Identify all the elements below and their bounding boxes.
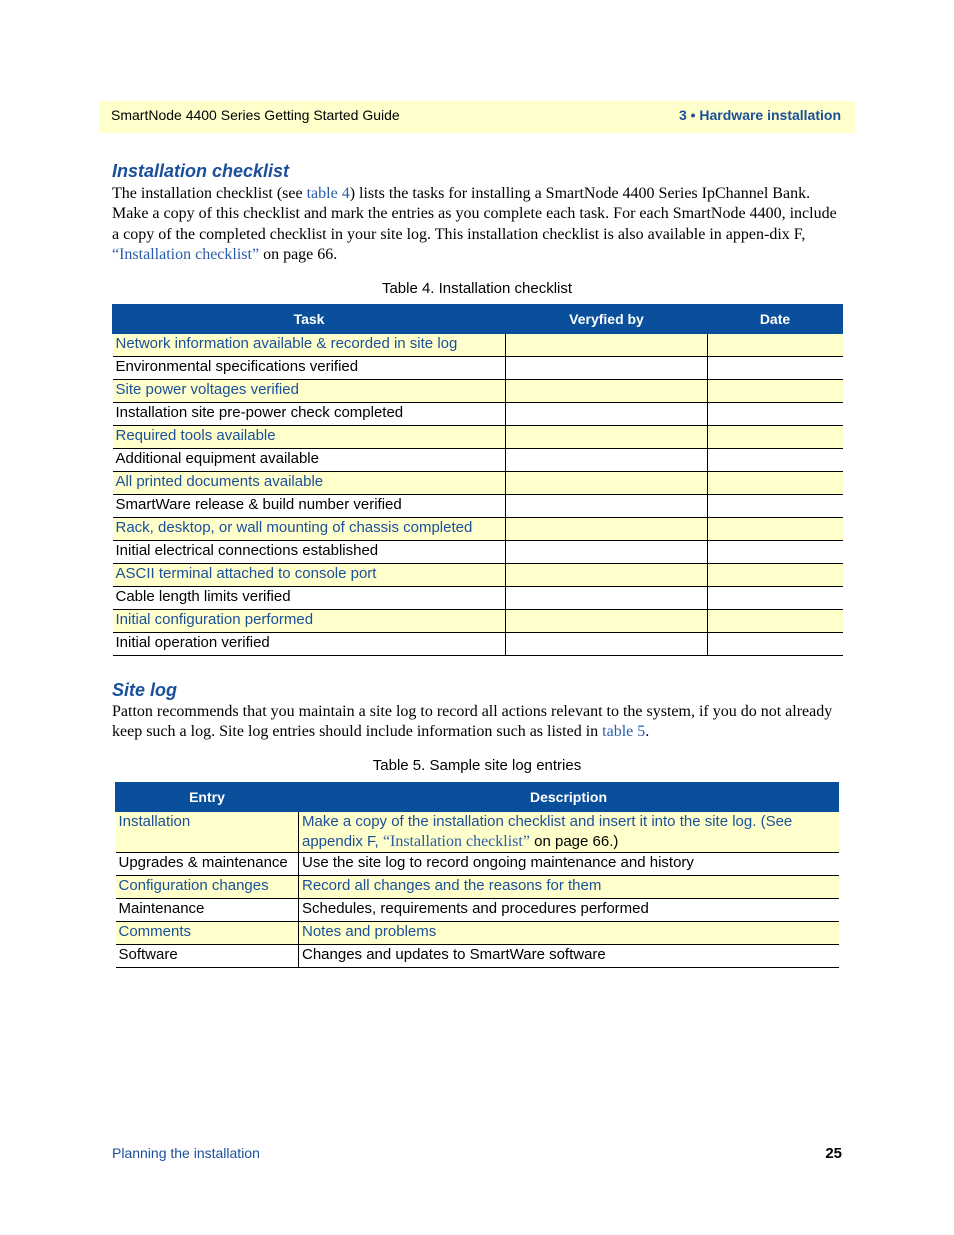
site-log-paragraph — [112, 702, 847, 743]
date-cell[interactable] — [708, 357, 843, 380]
description-cell — [299, 899, 839, 922]
table-row — [116, 945, 839, 968]
entry-cell: Installation — [116, 812, 299, 853]
description-cell — [299, 876, 839, 899]
verified-by-cell[interactable] — [506, 449, 708, 472]
date-cell[interactable] — [708, 495, 843, 518]
table-row — [113, 357, 843, 380]
date-cell[interactable] — [708, 449, 843, 472]
entry-cell: Upgrades & maintenance — [116, 853, 299, 876]
table-4-caption: Table 4. Installation checklist — [381, 280, 573, 297]
description-text: on page 66.) — [529, 833, 619, 850]
description-cell — [299, 853, 839, 876]
table-row — [113, 495, 843, 518]
verified-by-cell[interactable] — [506, 495, 708, 518]
date-cell[interactable] — [708, 610, 843, 633]
task-cell: Required tools available — [113, 426, 506, 449]
task-cell: Network information available & recorded in site log — [113, 334, 506, 357]
table-4-link[interactable]: table 4 — [306, 185, 350, 202]
table-row — [116, 853, 839, 876]
entry-cell: Comments — [116, 922, 299, 945]
date-cell[interactable] — [708, 380, 843, 403]
page-number: 25 — [825, 1145, 842, 1162]
chapter-title: 3 • Hardware installation — [678, 107, 841, 123]
text-run: . — [645, 723, 650, 741]
checklist-paragraph — [112, 184, 847, 265]
installation-checklist-link[interactable]: “Installation checklist” — [382, 833, 530, 850]
text-run: on page 66. — [259, 245, 338, 263]
running-header — [99, 101, 855, 133]
task-cell: Initial electrical connections established — [113, 541, 506, 564]
date-cell[interactable] — [708, 426, 843, 449]
date-cell[interactable] — [708, 587, 843, 610]
task-cell: Environmental specifications verified — [113, 357, 506, 380]
date-cell[interactable] — [708, 564, 843, 587]
table-row — [116, 899, 839, 922]
date-cell[interactable] — [708, 633, 843, 656]
description-text: Use the site log to record ongoing maintenance and history — [302, 854, 694, 871]
verified-by-cell[interactable] — [506, 403, 708, 426]
date-cell[interactable] — [708, 472, 843, 495]
table-5-link[interactable]: table 5 — [602, 723, 646, 741]
installation-checklist-heading: Installation checklist — [112, 161, 290, 181]
task-cell: Initial operation verified — [113, 633, 506, 656]
date-cell[interactable] — [708, 518, 843, 541]
installation-checklist-table — [112, 304, 843, 656]
task-cell: ASCII terminal attached to console port — [113, 564, 506, 587]
table-row — [116, 812, 839, 853]
table-row — [113, 610, 843, 633]
description-text: Make a copy of the installation checklist and insert it into the site log. (See appendix F, — [302, 813, 793, 850]
table-row — [116, 876, 839, 899]
verified-by-cell[interactable] — [506, 587, 708, 610]
table-row — [116, 922, 839, 945]
task-cell: Cable length limits verified — [113, 587, 506, 610]
date-column-header: Date — [708, 305, 843, 334]
table-row — [113, 633, 843, 656]
task-cell: Initial configuration performed — [113, 610, 506, 633]
table-row — [113, 564, 843, 587]
text-run: The installation checklist (see — [112, 185, 307, 202]
verified-by-cell[interactable] — [506, 472, 708, 495]
site-log-table — [115, 782, 839, 968]
verified-by-cell[interactable] — [506, 357, 708, 380]
footer-section-title: Planning the installation — [112, 1145, 260, 1161]
verified-by-cell[interactable] — [506, 633, 708, 656]
site-log-heading: Site log — [112, 680, 178, 700]
entry-cell: Software — [116, 945, 299, 968]
verified-by-column-header: Veryfied by — [506, 305, 708, 334]
entry-column-header: Entry — [116, 783, 299, 812]
table-row — [113, 518, 843, 541]
table-row — [113, 541, 843, 564]
description-text: Schedules, requirements and procedures performed — [302, 900, 649, 917]
table-row — [113, 472, 843, 495]
table-row — [113, 380, 843, 403]
table-header-row — [113, 305, 843, 334]
description-text: Record all changes and the reasons for them — [302, 877, 602, 894]
table-row — [113, 426, 843, 449]
entry-cell: Maintenance — [116, 899, 299, 922]
verified-by-cell[interactable] — [506, 610, 708, 633]
table-row — [113, 334, 843, 357]
verified-by-cell[interactable] — [506, 380, 708, 403]
date-cell[interactable] — [708, 334, 843, 357]
date-cell[interactable] — [708, 403, 843, 426]
text-run: ) lists the tasks for installing a SmartNode 4400 Series IpChannel Bank. Make a copy of this checklist and mark the entries as you complete each task. For each SmartNode 4400, include a copy of the completed checklist in your site log. This installation checklist is also available in appen-dix F, — [112, 185, 837, 243]
table-header-row — [116, 783, 839, 812]
description-text: Changes and updates to SmartWare software — [302, 946, 606, 963]
description-cell — [299, 922, 839, 945]
date-cell[interactable] — [708, 541, 843, 564]
task-cell: Installation site pre-power check completed — [113, 403, 506, 426]
verified-by-cell[interactable] — [506, 564, 708, 587]
installation-checklist-link[interactable]: “Installation checklist” — [112, 245, 260, 263]
description-text: Notes and problems — [302, 923, 437, 940]
task-cell: All printed documents available — [113, 472, 506, 495]
task-column-header: Task — [113, 305, 506, 334]
description-column-header: Description — [299, 783, 839, 812]
task-cell: Rack, desktop, or wall mounting of chassis completed — [113, 518, 506, 541]
task-cell: SmartWare release & build number verified — [113, 495, 506, 518]
task-cell: Site power voltages verified — [113, 380, 506, 403]
description-cell — [299, 945, 839, 968]
guide-title: SmartNode 4400 Series Getting Started Guide — [111, 107, 400, 123]
table-row — [113, 449, 843, 472]
verified-by-cell[interactable] — [506, 334, 708, 357]
table-row — [113, 587, 843, 610]
entry-cell: Configuration changes — [116, 876, 299, 899]
verified-by-cell[interactable] — [506, 541, 708, 564]
verified-by-cell[interactable] — [506, 518, 708, 541]
text-run: Patton recommends that you maintain a site log to record all actions relevant to the system, if you do not already keep such a log. Site log entries should include information such as listed in — [112, 703, 833, 741]
verified-by-cell[interactable] — [506, 426, 708, 449]
description-cell — [299, 812, 839, 853]
table-5-caption: Table 5. Sample site log entries — [372, 757, 582, 774]
task-cell: Additional equipment available — [113, 449, 506, 472]
table-row — [113, 403, 843, 426]
